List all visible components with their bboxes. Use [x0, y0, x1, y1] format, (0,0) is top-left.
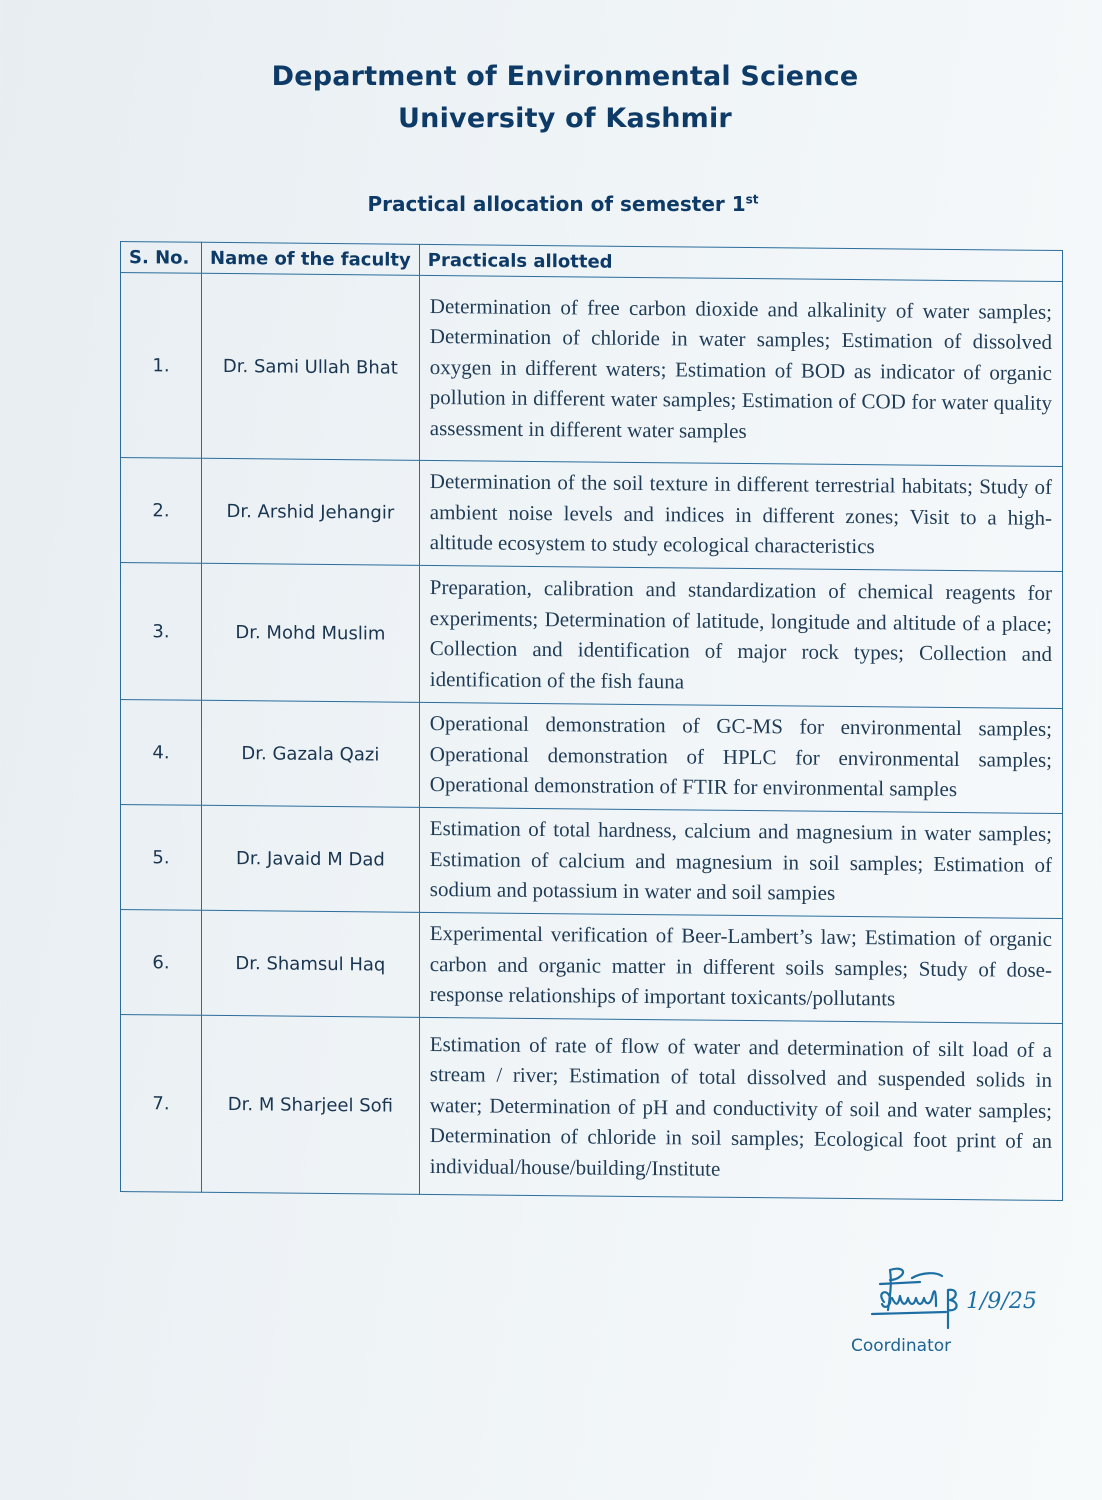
signature-stroke [872, 1312, 946, 1314]
row-faculty-name: Dr. M Sharjeel Sofi [202, 1015, 420, 1194]
table-row [121, 910, 1063, 1024]
column-header-faculty: Name of the faculty [202, 242, 420, 275]
row-sno: 5. [121, 805, 202, 911]
row-sno: 6. [121, 910, 202, 1016]
document-header [0, 56, 1102, 140]
row-faculty-name: Dr. Mohd Muslim [202, 563, 420, 702]
allocation-table-wrapper [120, 241, 1063, 1201]
document-subtitle [0, 192, 1102, 216]
row-practicals: Estimation of rate of flow of water and determination of silt load of a stream / river; Estimation of total dissolved and suspended solids in water; Determination of pH and conductivity of soil and water samples; Determination of chloride in soil samples; Ecological foot print of an individual/house/building/Institute [419, 1017, 1062, 1200]
row-practicals: Determination of free carbon dioxide and alkalinity of water samples; Determination of chloride in water samples; Estimation of dissolved oxygen in different waters; Estimation of BOD as indicator of organic pollution in different water samples; Estimation of COD for water quality assessment in different water samples [419, 275, 1062, 466]
table-row [121, 273, 1063, 467]
signature-date: 1/9/25 [966, 1289, 1037, 1314]
table-row [121, 458, 1063, 572]
row-sno: 7. [121, 1015, 202, 1193]
row-sno: 1. [121, 273, 202, 459]
table-row [121, 563, 1063, 709]
subtitle-text: Practical allocation of semester 1 [367, 192, 746, 216]
signature-stroke [880, 1282, 920, 1284]
row-faculty-name: Dr. Sami Ullah Bhat [202, 273, 420, 460]
table-row [121, 700, 1063, 814]
row-practicals: Operational demonstration of GC-MS for environmental samples; Operational demonstration of HPLC for environmental samples; Operational demonstration of FTIR for environmental samples [419, 702, 1062, 813]
allocation-table [120, 241, 1063, 1201]
column-header-practicals: Practicals allotted [419, 244, 1062, 281]
university-title: University of Kashmir [398, 103, 732, 134]
row-practicals: Determination of the soil texture in different terrestrial habitats; Study of ambient noise levels and indices in different zones; Visit to a high-altitude ecosystem to study ecological characteristics [419, 460, 1062, 571]
row-sno: 3. [121, 563, 202, 701]
table-row [121, 1015, 1063, 1201]
signature-stroke [948, 1290, 957, 1328]
row-practicals: Estimation of total hardness, calcium and magnesium in water samples; Estimation of calcium and magnesium in soil samples; Estimation of sodium and potassium in water and soil sampies [419, 807, 1062, 918]
row-sno: 2. [121, 458, 202, 564]
coordinator-label: Coordinator [851, 1336, 952, 1356]
row-faculty-name: Dr. Javaid M Dad [202, 805, 420, 912]
department-title: Department of Environmental Science [271, 61, 859, 92]
subtitle-superscript: st [745, 192, 759, 207]
column-header-sno: S. No. [121, 242, 202, 274]
row-practicals: Preparation, calibration and standardization of chemical reagents for experiments; Determination of latitude, longitude and altitude of a place; Collection and identification of major rock types; Collection and identification of the fish fauna [419, 565, 1062, 708]
table-row [121, 805, 1063, 919]
row-practicals: Experimental verification of Beer-Lambert’s law; Estimation of organic carbon and organic matter in different soils samples; Study of dose-response relationships of important toxicants/pollutants [419, 912, 1062, 1023]
signature-stroke [912, 1273, 942, 1278]
coordinator-signature [862, 1262, 1062, 1342]
row-faculty-name: Dr. Shamsul Haq [202, 910, 420, 1017]
row-sno: 4. [121, 700, 202, 806]
row-faculty-name: Dr. Gazala Qazi [202, 700, 420, 807]
row-faculty-name: Dr. Arshid Jehangir [202, 458, 420, 565]
